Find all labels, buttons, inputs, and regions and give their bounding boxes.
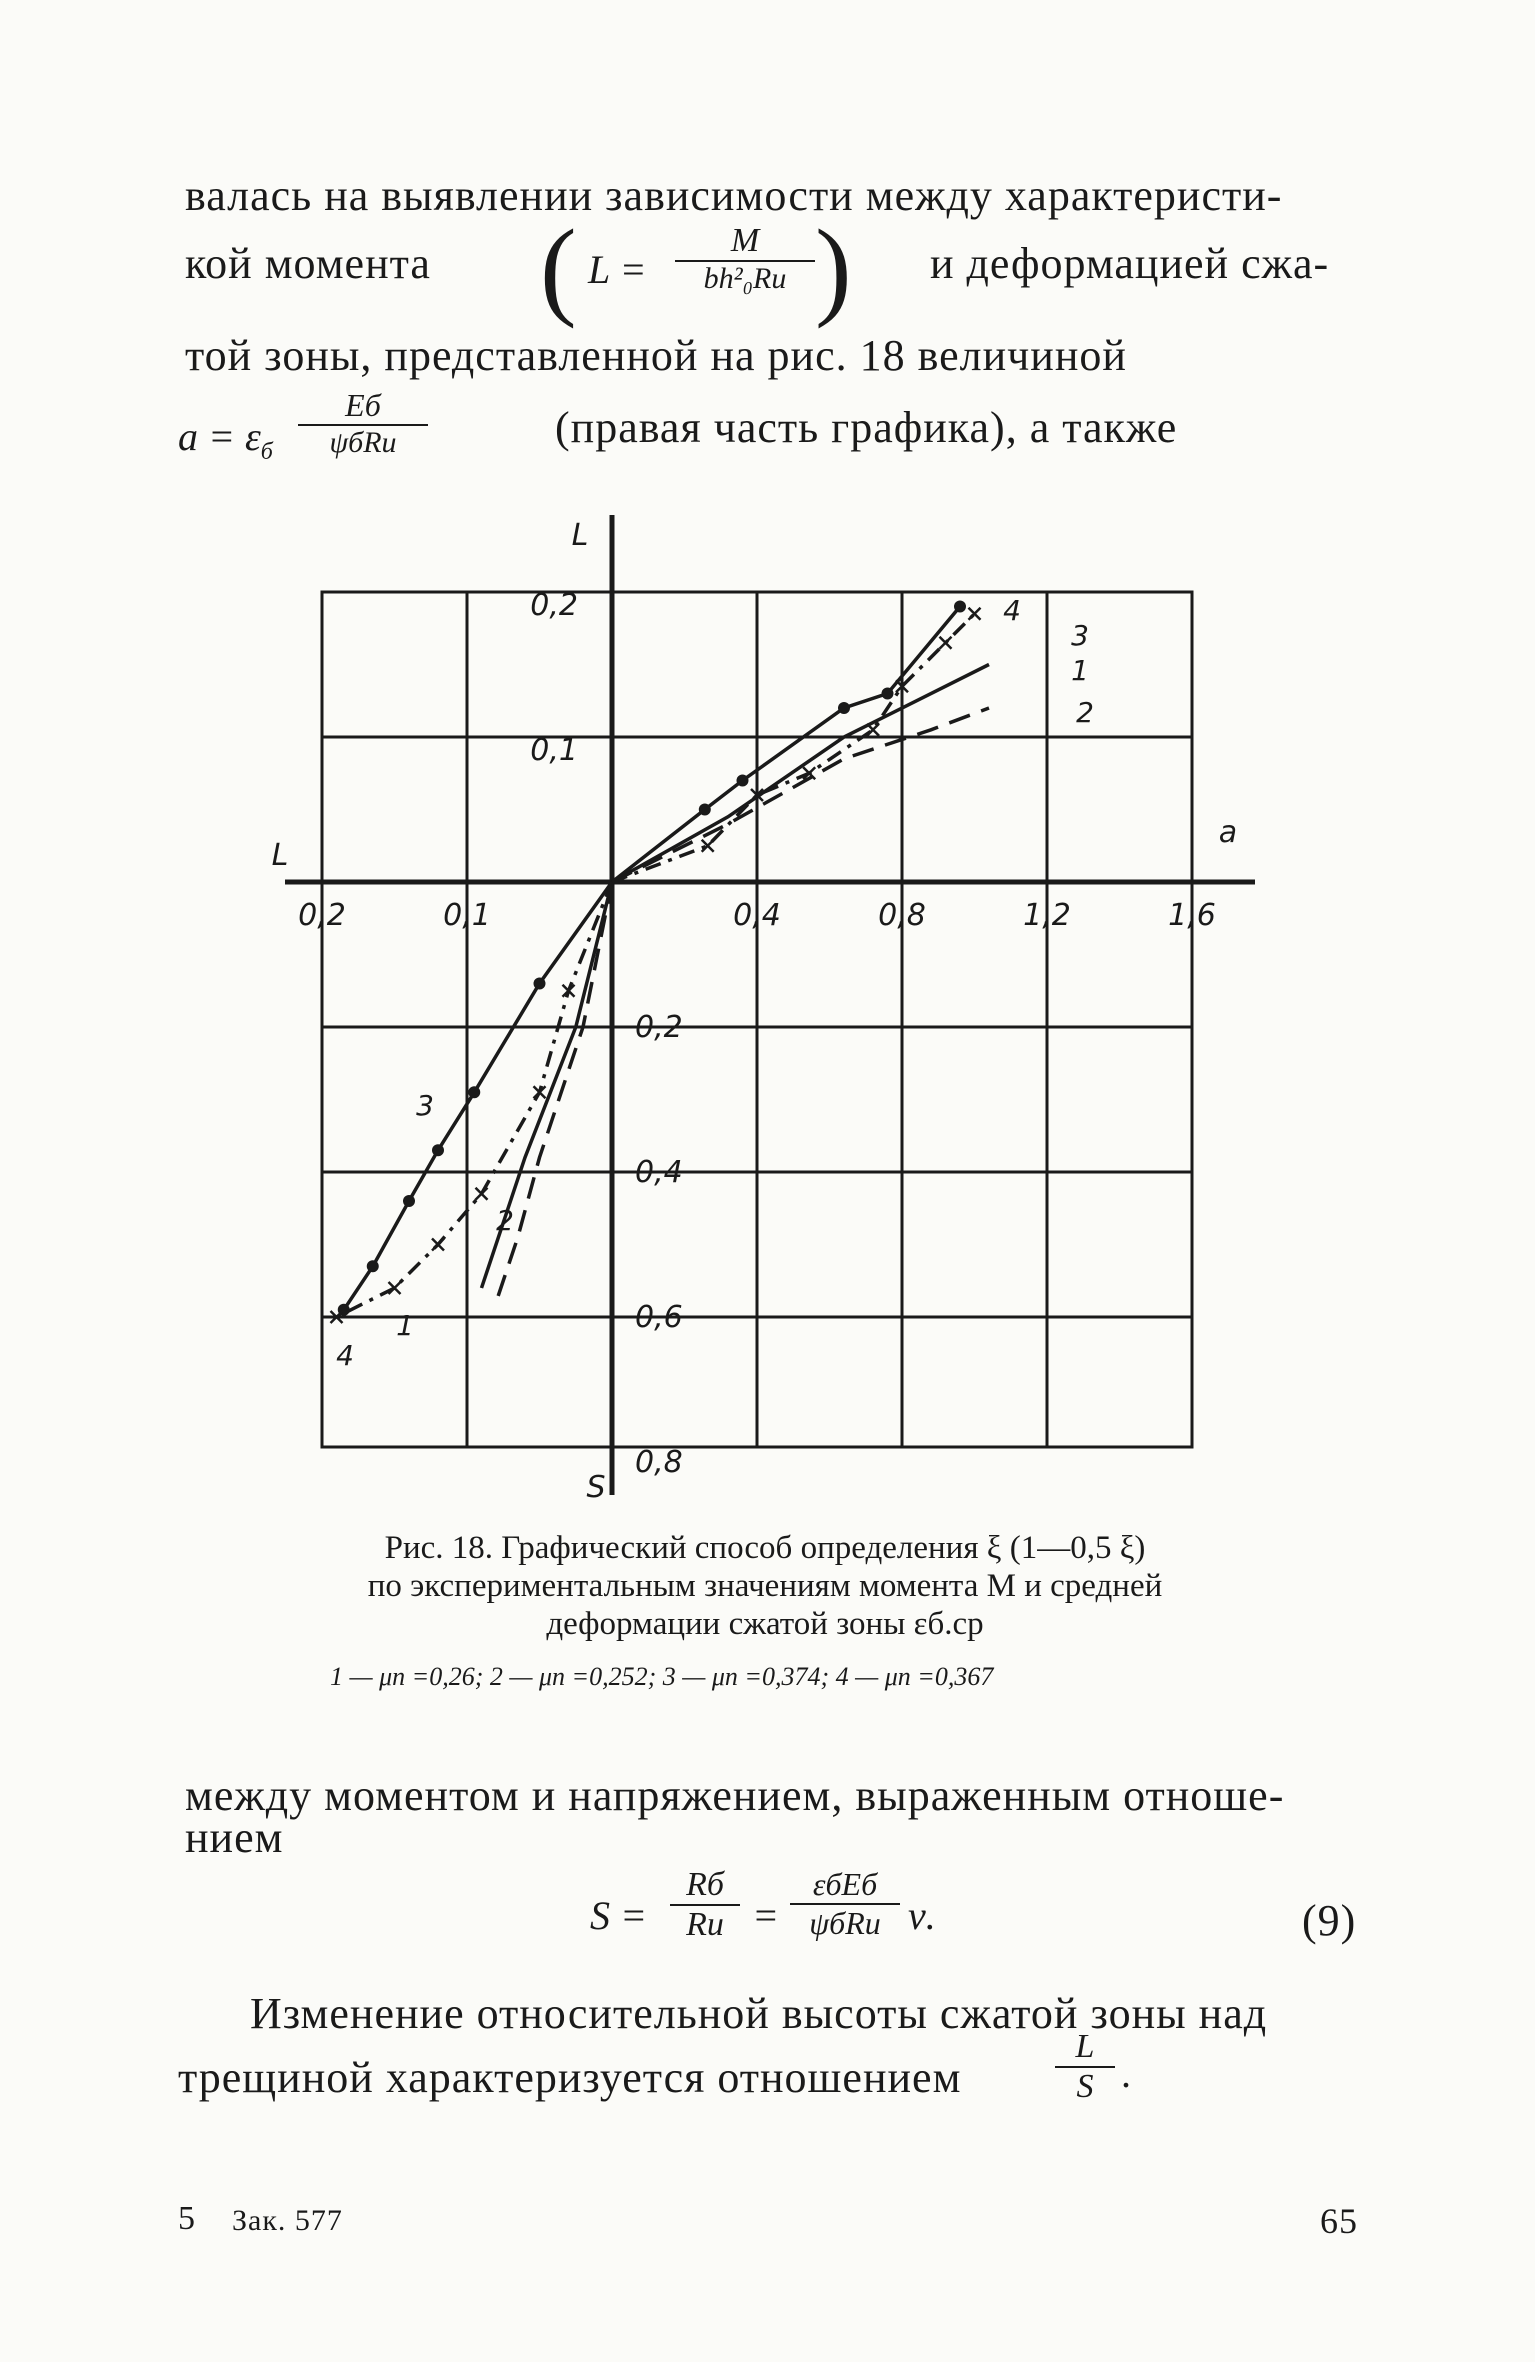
equation-number: (9) — [1302, 1896, 1357, 1945]
text-line-2b: и деформацией сжа- — [930, 239, 1330, 288]
tick-left: 0,2 — [298, 898, 346, 933]
formula-L-lhs: L = — [588, 247, 647, 292]
chart-grid — [322, 592, 1192, 1447]
series-4-label-left: 4 — [336, 1339, 354, 1372]
series-3-right-line — [612, 607, 960, 883]
text-line-4: (правая часть графика), а также — [555, 403, 1178, 452]
ls-num: L — [1075, 2028, 1095, 2065]
footer-order: Зак. 577 — [232, 2204, 343, 2237]
eq9-lhs: S = — [590, 1893, 647, 1938]
eq9-frac2 — [790, 1866, 900, 1942]
series-4-label-right: 4 — [1003, 594, 1021, 627]
formula-L: ( L = M bh²₀Rи ) — [540, 207, 852, 329]
eq9-den2: ψбRи — [790, 1903, 900, 1942]
chart-series — [331, 601, 990, 1324]
series-3-point — [432, 1144, 444, 1156]
chart-labels — [272, 518, 1238, 1505]
axis-label-up: L — [571, 518, 589, 553]
formula-L-num: M — [730, 222, 760, 259]
series-2-label-left: 2 — [496, 1204, 514, 1237]
series-3-point — [882, 688, 894, 700]
equation-9 — [590, 1860, 990, 1970]
series-3-point — [838, 702, 850, 714]
tick-down: 0,6 — [635, 1300, 683, 1335]
series-1-label-left: 1 — [396, 1309, 414, 1342]
text-line-2a: кой момента — [185, 239, 431, 288]
series-1-right-line — [612, 665, 989, 883]
series-3-label-left: 3 — [416, 1089, 434, 1122]
figure-caption-line-3: деформации сжатой зоны εб.ср — [546, 1606, 984, 1642]
series-3-point — [737, 775, 749, 787]
series-3-label-right: 3 — [1071, 619, 1089, 652]
eq9-num2: εбEб — [812, 1866, 878, 1902]
text-line-3: той зоны, представленной на рис. 18 величиной — [185, 331, 1127, 380]
series-4-point — [969, 608, 981, 620]
ls-den: S — [1055, 2066, 1115, 2106]
series-3-point — [403, 1195, 415, 1207]
text-line-1: валась на выявлении зависимости между характеристи- — [185, 171, 1283, 220]
formula-a-num: Eб — [345, 387, 381, 423]
series-3-point — [699, 804, 711, 816]
text-after-2: нием — [185, 1813, 284, 1862]
axis-label-down: S — [586, 1470, 606, 1505]
series-4-point — [389, 1282, 401, 1294]
tick-right: 1,2 — [1023, 898, 1071, 933]
tick-right: 1,6 — [1168, 898, 1216, 933]
eq9-num1: Rб — [686, 1866, 724, 1903]
formula-a-den: ψбRи — [298, 424, 428, 460]
tick-left: 0,1 — [443, 898, 491, 933]
eq9-frac1 — [670, 1866, 740, 1944]
eq9-den1: Rи — [670, 1904, 740, 1944]
series-4-point — [940, 637, 952, 649]
axis-label-right: a — [1218, 815, 1238, 850]
series-2-label-right: 2 — [1076, 696, 1094, 729]
text-after-1: между моментом и напряжением, выраженным отноше- — [185, 1771, 1285, 1820]
tick-up: 0,1 — [530, 733, 578, 768]
page-number: 65 — [1320, 2201, 1358, 2241]
series-1-label-right: 1 — [1071, 654, 1089, 687]
series-4-point — [432, 1239, 444, 1251]
series-4-left-line — [337, 882, 613, 1317]
chart-axes — [285, 515, 1255, 1495]
tick-right: 0,4 — [733, 898, 781, 933]
formula-a-lhs: $a = \varepsilon_б$ — [178, 414, 273, 465]
footer-signature-number: 5 — [178, 2200, 196, 2237]
tick-up: 0,2 — [530, 588, 578, 623]
eq9-equals: = — [752, 1893, 779, 1938]
series-3-point — [468, 1086, 480, 1098]
figure-legend: 1 — μn =0,26; 2 — μn =0,252; 3 — μn =0,374; 4 — μn =0,367 — [330, 1662, 994, 1691]
series-4-point — [867, 724, 879, 736]
tick-right: 0,8 — [878, 898, 926, 933]
formula-L-den: bh²₀Rи — [675, 260, 815, 296]
eq9-tail: ν. — [908, 1893, 936, 1938]
formula-L-over-S: $\frac{L}{S}$ . — [1055, 2028, 1125, 2118]
text-after-4: трещиной характеризуется отношением — [178, 2053, 962, 2102]
tick-down: 0,4 — [635, 1155, 683, 1190]
series-4-point — [476, 1188, 488, 1200]
figure-caption-line-2: по экспериментальным значениям момента M и средней — [367, 1568, 1163, 1604]
series-3-point — [367, 1260, 379, 1272]
series-2-right-line — [612, 708, 989, 882]
text-after-3: Изменение относительной высоты сжатой зоны над — [250, 1989, 1268, 2038]
series-3-point — [534, 978, 546, 990]
series-3-point — [954, 601, 966, 613]
figure-caption-line-1: Рис. 18. Графический способ определения ξ (1—0,5 ξ) — [384, 1530, 1146, 1566]
tick-down: 0,8 — [635, 1445, 683, 1480]
axis-label-left: L — [271, 838, 289, 873]
tick-down: 0,2 — [635, 1010, 683, 1045]
